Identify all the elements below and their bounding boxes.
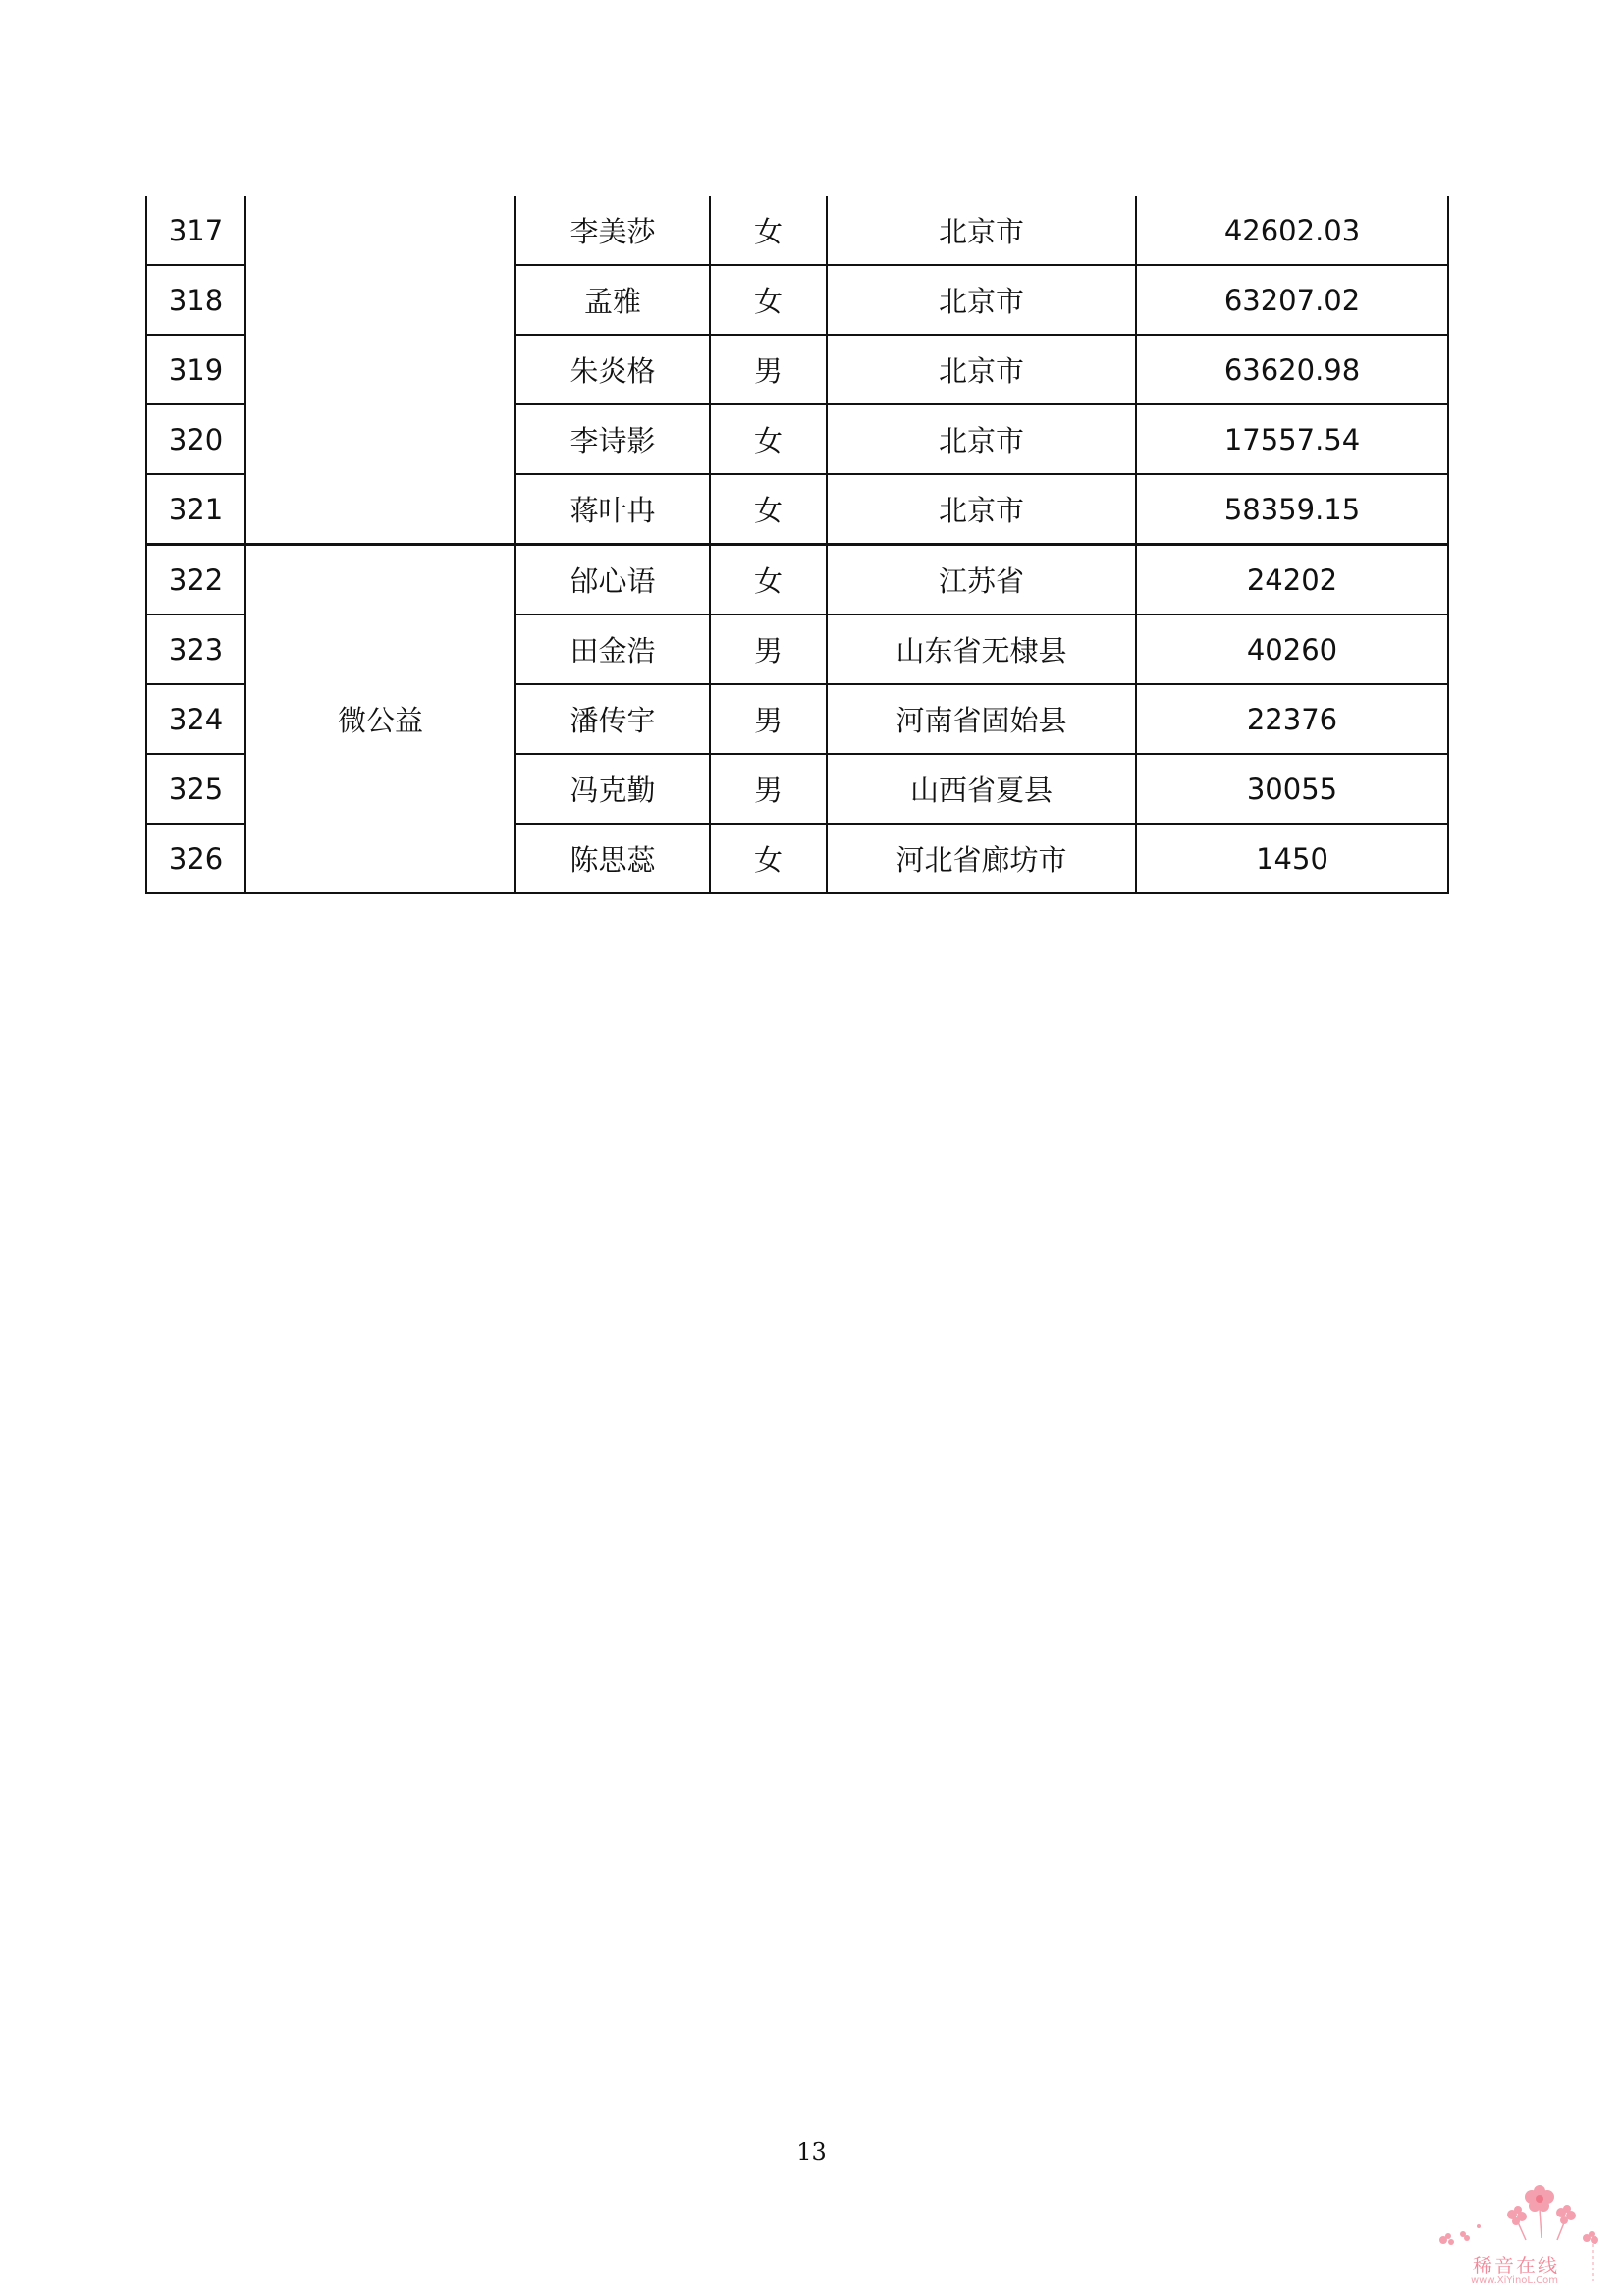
gender-cell: 女 — [710, 824, 827, 893]
place-cell: 河南省固始县 — [827, 684, 1136, 754]
place-cell: 北京市 — [827, 474, 1136, 545]
gender-cell: 男 — [710, 754, 827, 824]
gender-cell: 男 — [710, 335, 827, 404]
place-cell: 江苏省 — [827, 545, 1136, 615]
name-cell: 蒋叶冉 — [515, 474, 710, 545]
name-cell: 邰心语 — [515, 545, 710, 615]
place-cell: 北京市 — [827, 335, 1136, 404]
gender-cell: 女 — [710, 474, 827, 545]
amount-cell: 22376 — [1136, 684, 1448, 754]
row-number: 319 — [146, 335, 245, 404]
row-number: 318 — [146, 265, 245, 335]
amount-cell: 63620.98 — [1136, 335, 1448, 404]
row-number: 320 — [146, 404, 245, 474]
amount-cell: 24202 — [1136, 545, 1448, 615]
watermark-url: www.XiYinoL.Com — [1471, 2275, 1559, 2286]
organization-cell: 微公益 — [245, 545, 515, 894]
name-cell: 潘传宇 — [515, 684, 710, 754]
gender-cell: 男 — [710, 684, 827, 754]
row-number: 323 — [146, 614, 245, 684]
row-number: 326 — [146, 824, 245, 893]
amount-cell: 30055 — [1136, 754, 1448, 824]
place-cell: 山西省夏县 — [827, 754, 1136, 824]
name-cell: 冯克勤 — [515, 754, 710, 824]
donor-table — [145, 196, 1449, 894]
amount-cell: 58359.15 — [1136, 474, 1448, 545]
gender-cell: 女 — [710, 545, 827, 615]
gender-cell: 女 — [710, 404, 827, 474]
row-number: 321 — [146, 474, 245, 545]
place-cell: 北京市 — [827, 404, 1136, 474]
amount-cell: 1450 — [1136, 824, 1448, 893]
organization-cell — [245, 196, 515, 545]
page-number: 13 — [796, 2138, 827, 2165]
watermark-text: 稀音在线 — [1473, 2254, 1559, 2277]
name-cell: 李诗影 — [515, 404, 710, 474]
watermark-logo — [1424, 2179, 1610, 2287]
name-cell: 田金浩 — [515, 614, 710, 684]
amount-cell: 42602.03 — [1136, 196, 1448, 265]
amount-cell: 40260 — [1136, 614, 1448, 684]
place-cell: 河北省廊坊市 — [827, 824, 1136, 893]
place-cell: 北京市 — [827, 196, 1136, 265]
amount-cell: 63207.02 — [1136, 265, 1448, 335]
row-number: 325 — [146, 754, 245, 824]
row-number: 324 — [146, 684, 245, 754]
table-row — [146, 545, 1448, 615]
gender-cell: 女 — [710, 265, 827, 335]
place-cell: 山东省无棣县 — [827, 614, 1136, 684]
gender-cell: 男 — [710, 614, 827, 684]
row-number: 322 — [146, 545, 245, 615]
amount-cell: 17557.54 — [1136, 404, 1448, 474]
gender-cell: 女 — [710, 196, 827, 265]
table-row — [146, 196, 1448, 265]
name-cell: 李美莎 — [515, 196, 710, 265]
place-cell: 北京市 — [827, 265, 1136, 335]
name-cell: 朱炎格 — [515, 335, 710, 404]
name-cell: 孟雅 — [515, 265, 710, 335]
row-number: 317 — [146, 196, 245, 265]
name-cell: 陈思蕊 — [515, 824, 710, 893]
